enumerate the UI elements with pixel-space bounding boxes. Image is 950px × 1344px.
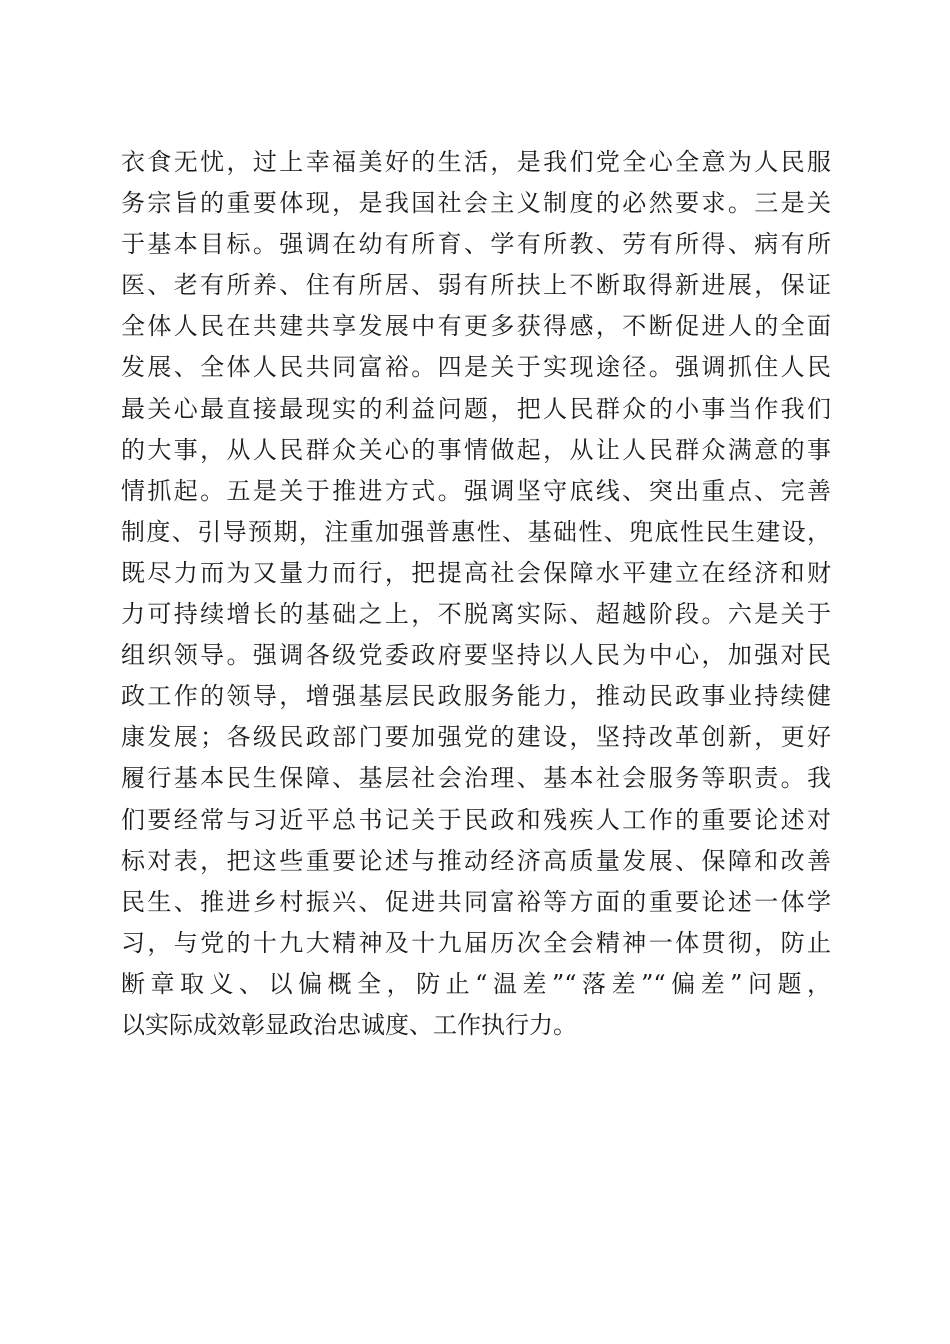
- text-line: 于基本目标。强调在幼有所育、学有所教、劳有所得、病有所: [121, 230, 831, 259]
- text-line: 以实际成效彰显政治忠诚度、工作执行力。: [121, 1010, 577, 1039]
- text-line: 履行基本民生保障、基层社会治理、基本社会服务等职责。我: [121, 764, 831, 793]
- text-line: 力可持续增长的基础之上，不脱离实际、超越阶段。六是关于: [121, 600, 831, 629]
- text-line: 组织领导。强调各级党委政府要坚持以人民为中心，加强对民: [121, 641, 831, 670]
- text-line: 民生、推进乡村振兴、促进共同富裕等方面的重要论述一体学: [121, 887, 831, 916]
- text-line: 断章取义、以偏概全，防止“温差”“落差”“偏差”问题，: [121, 969, 831, 998]
- body-paragraph: [121, 142, 831, 1046]
- text-line: 制度、引导预期，注重加强普惠性、基础性、兜底性民生建设，: [121, 517, 831, 546]
- text-line: 医、老有所养、住有所居、弱有所扶上不断取得新进展，保证: [121, 271, 831, 300]
- text-line: 标对表，把这些重要论述与推动经济高质量发展、保障和改善: [121, 846, 831, 875]
- text-line: 衣食无忧，过上幸福美好的生活，是我们党全心全意为人民服: [121, 148, 831, 176]
- text-line: 务宗旨的重要体现，是我国社会主义制度的必然要求。三是关: [121, 189, 831, 218]
- text-line: 发展、全体人民共同富裕。四是关于实现途径。强调抓住人民: [121, 353, 831, 382]
- text-line: 的大事，从人民群众关心的事情做起，从让人民群众满意的事: [121, 435, 831, 464]
- text-line: 习，与党的十九大精神及十九届历次全会精神一体贯彻，防止: [121, 928, 831, 957]
- text-line: 最关心最直接最现实的利益问题，把人民群众的小事当作我们: [121, 394, 831, 423]
- text-line: 既尽力而为又量力而行，把提高社会保障水平建立在经济和财: [121, 558, 831, 587]
- text-line: 们要经常与习近平总书记关于民政和残疾人工作的重要论述对: [121, 805, 831, 834]
- text-line: 康发展；各级民政部门要加强党的建设，坚持改革创新，更好: [121, 723, 831, 752]
- text-line: 政工作的领导，增强基层民政服务能力，推动民政事业持续健: [121, 682, 831, 711]
- text-line: 全体人民在共建共享发展中有更多获得感，不断促进人的全面: [121, 312, 831, 341]
- text-line: 情抓起。五是关于推进方式。强调坚守底线、突出重点、完善: [121, 476, 831, 505]
